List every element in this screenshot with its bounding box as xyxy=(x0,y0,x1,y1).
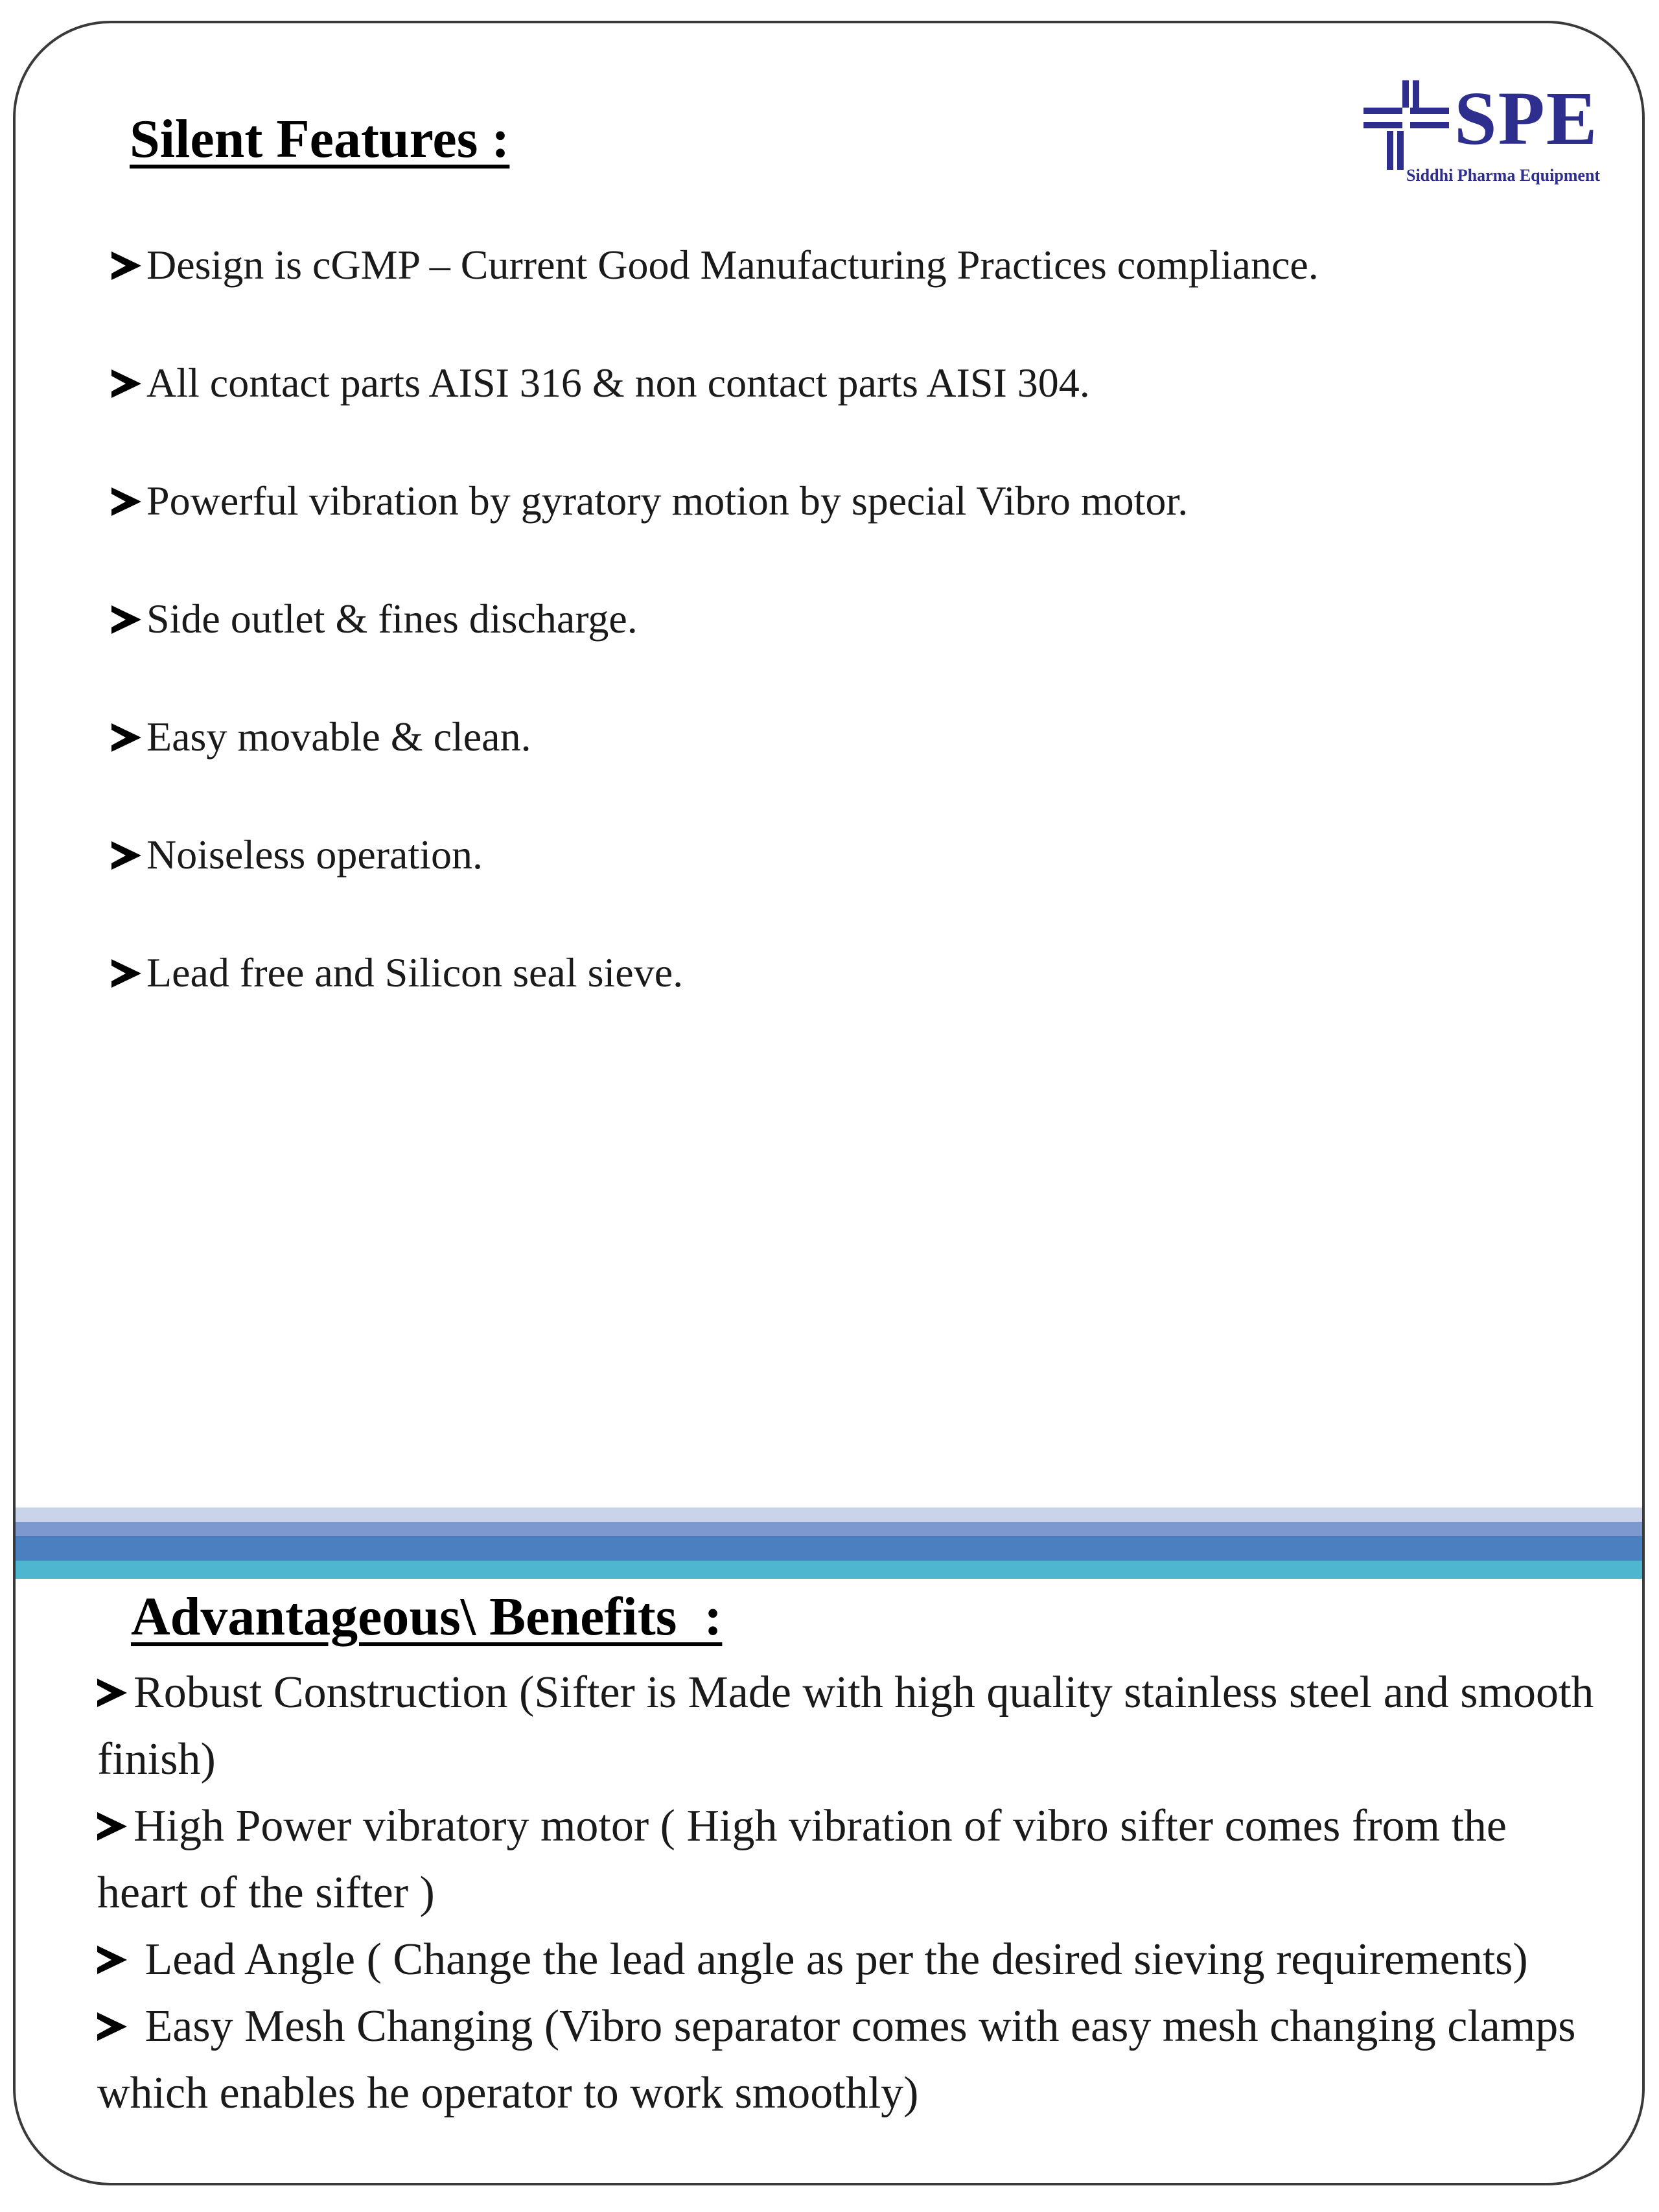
divider-band xyxy=(16,1508,1642,1522)
arrow-bullet-icon xyxy=(97,1812,127,1841)
logo-subtitle: Siddhi Pharma Equipment xyxy=(1406,166,1601,185)
arrow-bullet-icon xyxy=(97,1946,127,1974)
arrow-bullet-icon xyxy=(111,369,141,398)
spe-logo xyxy=(1363,76,1623,194)
list-item: All contact parts AISI 316 & non contact parts AISI 304. xyxy=(111,360,1319,478)
benefits-list xyxy=(97,1659,1601,2126)
list-item: Lead free and Silicon seal sieve. xyxy=(111,950,1319,1068)
list-item: Lead Angle ( Change the lead angle as per the desired sieving requirements) xyxy=(97,1926,1601,1993)
divider-band xyxy=(16,1536,1642,1561)
arrow-bullet-icon xyxy=(111,841,141,870)
slide-frame xyxy=(13,21,1645,2185)
arrow-bullet-icon xyxy=(97,2012,127,2041)
arrow-bullet-icon xyxy=(111,487,141,516)
features-list xyxy=(111,242,1319,1068)
arrow-bullet-icon xyxy=(111,959,141,988)
list-item: Robust Construction (Sifter is Made with high quality stainless steel and smooth finish) xyxy=(97,1668,1594,1784)
list-item: Design is cGMP – Current Good Manufacturing Practices compliance. xyxy=(111,242,1319,360)
arrow-bullet-icon xyxy=(111,723,141,752)
logo-text: SPE xyxy=(1454,76,1599,161)
list-item: Side outlet & fines discharge. xyxy=(111,596,1319,714)
spe-cross-logo-icon xyxy=(1363,80,1454,178)
list-item: Powerful vibration by gyratory motion by special Vibro motor. xyxy=(111,478,1319,596)
list-item: High Power vibratory motor ( High vibration of vibro sifter comes from the heart of the sifter ) xyxy=(97,1801,1507,1918)
benefits-title: Advantageous\ Benefits : xyxy=(131,1587,723,1647)
arrow-bullet-icon xyxy=(97,1679,127,1707)
list-item: Noiseless operation. xyxy=(111,832,1319,950)
divider-band xyxy=(16,1522,1642,1536)
list-item: Easy Mesh Changing (Vibro separator comes with easy mesh changing clamps which enables he operator to work smoothly) xyxy=(97,2001,1576,2118)
arrow-bullet-icon xyxy=(111,605,141,634)
features-title: Silent Features : xyxy=(130,109,510,169)
arrow-bullet-icon xyxy=(111,251,141,280)
divider-band xyxy=(16,1561,1642,1579)
list-item: Easy movable & clean. xyxy=(111,714,1319,832)
